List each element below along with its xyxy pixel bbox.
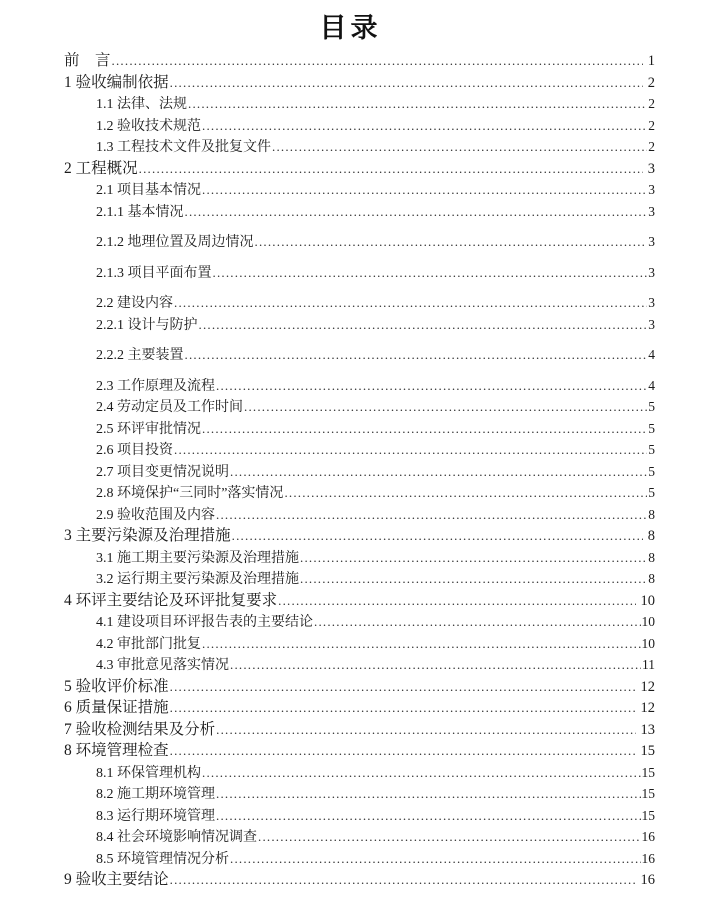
toc-entry (0, 396, 655, 418)
toc-entry-page: 16 (641, 829, 655, 844)
dot-leader (170, 72, 643, 94)
dot-leader (314, 611, 641, 633)
toc-entry (0, 115, 655, 137)
dot-leader (188, 93, 647, 115)
toc-entry-page: 3 (648, 264, 655, 280)
toc-entry-page: 12 (640, 700, 655, 716)
toc-entry-page: 13 (640, 721, 655, 738)
toc-entry (0, 72, 655, 94)
toc-entry (0, 654, 655, 676)
toc-entry-label: 2.1 项目基本情况 (96, 183, 201, 198)
dot-leader (112, 50, 643, 72)
toc-entry-page: 3 (648, 316, 655, 332)
toc-entry-page: 16 (640, 872, 655, 888)
dot-leader (139, 158, 643, 180)
toc-entry-label: 2.2.2 主要装置 (96, 348, 184, 363)
toc-entry-label: 8.1 环保管理机构 (96, 765, 201, 781)
toc-entry (0, 590, 655, 612)
toc-entry (0, 676, 655, 698)
toc-entry-label: 6 质量保证措施 (64, 699, 169, 716)
dot-leader (174, 292, 647, 314)
toc-entry-page: 2 (648, 96, 655, 111)
toc-entry-label: 2.2 建设内容 (96, 296, 173, 311)
toc-entry-page: 10 (640, 592, 655, 609)
toc-entry (0, 418, 655, 440)
dot-leader (230, 461, 647, 483)
toc-entry (0, 136, 655, 158)
toc-entry-page: 1 (647, 53, 655, 69)
toc-entry (0, 201, 655, 223)
toc-entry-label: 2.8 环境保护“三同时”落实情况 (96, 486, 284, 501)
toc-entry-label: 2 工程概况 (64, 159, 138, 177)
toc-entry (0, 762, 655, 784)
dot-leader (232, 525, 643, 547)
toc-entry-page: 2 (648, 117, 655, 133)
toc-entry (0, 504, 655, 526)
toc-entry-label: 1.3 工程技术文件及批复文件 (96, 140, 271, 155)
toc-entry-page: 10 (641, 635, 655, 651)
toc-entry-label: 7 验收检测结果及分析 (64, 720, 216, 738)
dot-leader (216, 783, 641, 805)
toc-entry-page: 3 (647, 160, 655, 177)
toc-entry (0, 158, 655, 180)
toc-entry-page: 8 (648, 506, 655, 522)
toc-entry-page: 3 (648, 234, 655, 249)
dot-leader (244, 396, 647, 418)
toc-entry-label: 2.5 环评审批情况 (96, 421, 201, 437)
toc-entry-page: 5 (648, 420, 655, 436)
toc-entry-page: 5 (648, 463, 655, 479)
toc-entry-label: 8.3 运行期环境管理 (96, 808, 215, 824)
toc-entry (0, 231, 655, 253)
toc-entry-page: 15 (640, 743, 655, 759)
toc-entry-label: 8.4 社会环境影响情况调查 (96, 830, 257, 845)
toc-entry (0, 633, 655, 655)
dot-leader (258, 826, 641, 848)
toc-entry (0, 826, 655, 848)
toc-entry (0, 869, 655, 891)
dot-leader (216, 375, 647, 397)
toc-entry-page: 16 (641, 850, 655, 866)
toc-entry-label: 9 验收主要结论 (64, 871, 169, 888)
toc-entry-label: 2.4 劳动定员及工作时间 (96, 400, 243, 415)
toc-entry (0, 848, 655, 870)
dot-leader (284, 482, 647, 504)
dot-leader (213, 262, 648, 284)
dot-leader (170, 869, 636, 891)
dot-leader (202, 115, 647, 137)
toc-entry-label: 8.2 施工期环境管理 (96, 787, 215, 802)
toc-entry (0, 461, 655, 483)
toc-entry-page: 8 (647, 528, 655, 544)
toc-entry-label: 2.3 工作原理及流程 (96, 378, 215, 394)
dot-leader (202, 179, 647, 201)
dot-leader (230, 654, 641, 676)
toc-entry-label: 2.1.2 地理位置及周边情况 (96, 235, 254, 250)
toc-entry-label: 5 验收评价标准 (64, 677, 169, 695)
toc-entry-page: 2 (648, 139, 655, 154)
toc-entry-label: 4.3 审批意见落实情况 (96, 658, 229, 673)
dot-leader (278, 590, 635, 612)
dot-leader (216, 805, 641, 827)
toc-entry-label: 前 言 (64, 52, 111, 69)
toc-entry (0, 344, 655, 366)
toc-entry-page: 8 (648, 571, 655, 586)
dot-leader (170, 697, 636, 719)
dot-leader (216, 719, 635, 741)
toc-entry-label: 2.6 项目投资 (96, 443, 173, 458)
toc-entry (0, 525, 655, 547)
toc-entry-page: 5 (648, 399, 655, 414)
toc-entry-label: 2.1.1 基本情况 (96, 204, 184, 220)
toc-entry-page: 3 (648, 295, 655, 310)
dot-leader (300, 568, 647, 590)
toc-entry (0, 783, 655, 805)
dot-leader (170, 676, 636, 698)
dot-leader (216, 504, 647, 526)
toc-entry-label: 3.1 施工期主要污染源及治理措施 (96, 550, 299, 566)
dot-leader (272, 136, 647, 158)
page-title: 目录 (319, 13, 382, 43)
toc-entry-label: 1.2 验收技术规范 (96, 118, 201, 134)
dot-leader (202, 633, 641, 655)
dot-leader (300, 547, 647, 569)
toc-entry-page: 10 (641, 614, 655, 629)
toc-entry-page: 2 (647, 74, 655, 91)
toc-entry (0, 262, 655, 284)
dot-leader (199, 314, 648, 336)
toc-entry-label: 4.1 建设项目环评报告表的主要结论 (96, 615, 313, 630)
dot-leader (174, 439, 647, 461)
toc-entry-page: 3 (648, 182, 655, 197)
toc-entry (0, 375, 655, 397)
toc-entry-page: 5 (648, 442, 655, 457)
toc-entry-page: 15 (641, 807, 655, 823)
toc-entry (0, 719, 655, 741)
toc-entry-label: 2.7 项目变更情况说明 (96, 464, 229, 480)
toc-entry (0, 547, 655, 569)
toc-entry (0, 740, 655, 762)
toc-entry-page: 15 (641, 764, 655, 780)
dot-leader (170, 740, 636, 762)
toc-entry-page: 11 (642, 657, 655, 672)
toc-entry-label: 2.9 验收范围及内容 (96, 507, 215, 523)
toc-entry-page: 8 (648, 549, 655, 565)
toc-entry (0, 482, 655, 504)
toc-entry-label: 2.1.3 项目平面布置 (96, 265, 212, 281)
toc-entry-label: 4 环评主要结论及环评批复要求 (64, 591, 278, 609)
dot-leader (185, 344, 648, 366)
toc-entry-page: 4 (648, 377, 655, 393)
toc-entry (0, 179, 655, 201)
toc-entry (0, 697, 655, 719)
dot-leader (255, 231, 648, 253)
dot-leader (202, 762, 641, 784)
toc-entry-label: 4.2 审批部门批复 (96, 636, 201, 652)
toc-entry-label: 1.1 法律、法规 (96, 97, 187, 112)
toc-entry (0, 805, 655, 827)
toc-entry (0, 292, 655, 314)
toc-entry-label: 3 主要污染源及治理措施 (64, 527, 231, 544)
toc-entry-label: 1 验收编制依据 (64, 73, 169, 91)
toc-entry (0, 314, 655, 336)
toc-entry (0, 611, 655, 633)
dot-leader (202, 418, 647, 440)
dot-leader (230, 848, 641, 870)
toc-entry-page: 15 (641, 786, 655, 801)
toc-entry (0, 568, 655, 590)
toc-entry-label: 3.2 运行期主要污染源及治理措施 (96, 572, 299, 587)
toc-entry (0, 93, 655, 115)
toc-entry-label: 8 环境管理检查 (64, 742, 169, 759)
dot-leader (185, 201, 648, 223)
toc-entry-page: 4 (648, 347, 655, 362)
toc-entry-label: 8.5 环境管理情况分析 (96, 851, 229, 867)
toc-list (0, 50, 701, 891)
toc-entry (0, 439, 655, 461)
toc-entry-page: 5 (648, 485, 655, 500)
toc-entry-page: 3 (648, 203, 655, 219)
toc-entry-page: 12 (640, 678, 655, 695)
toc-entry-label: 2.2.1 设计与防护 (96, 317, 198, 333)
toc-entry (0, 50, 655, 72)
